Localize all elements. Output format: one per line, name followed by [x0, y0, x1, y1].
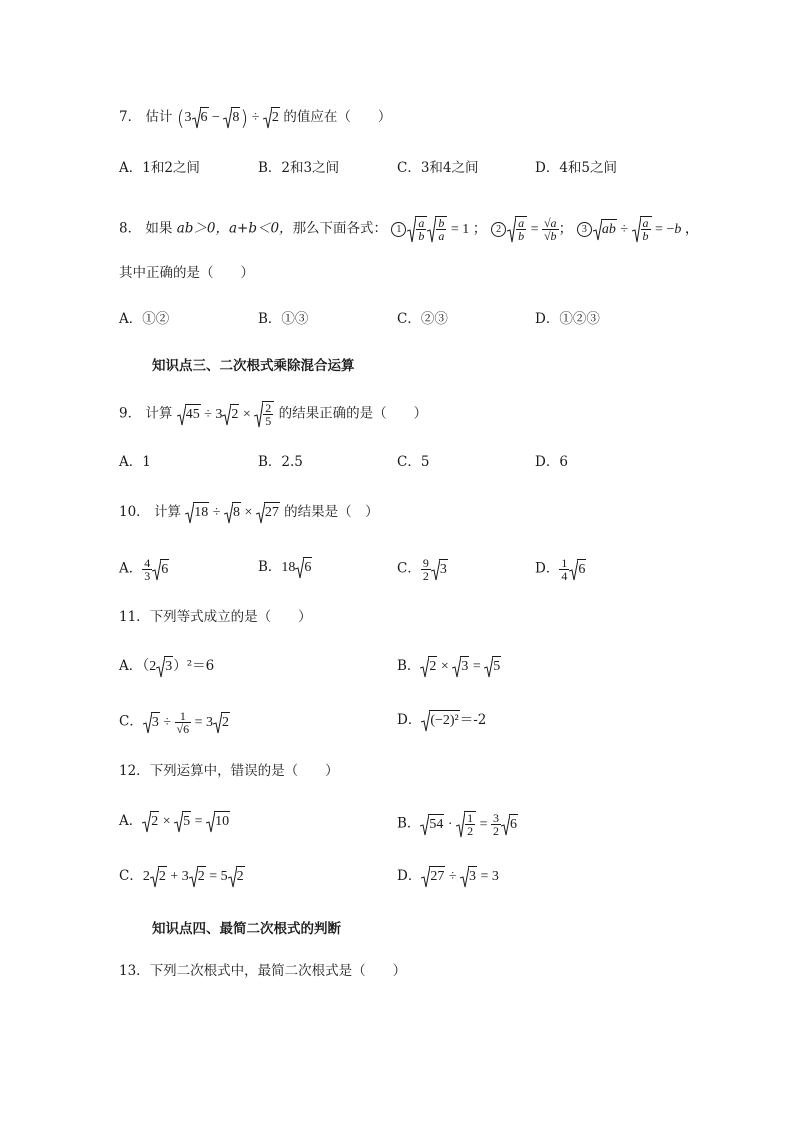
option-label: C．	[397, 560, 421, 577]
q11-option-a[interactable]: A．（2 3）²＝6	[119, 656, 214, 678]
q11-option-c[interactable]: C． 3 ÷ $\frac{1}{√6}$ = 3 2	[119, 709, 230, 736]
question-text-suffix: 的结果是（ ）	[284, 504, 379, 521]
math-expression: 18 ÷ 8 × 27	[185, 505, 280, 520]
expression-2: 2 $\frac{a}{b}$ = $\frac{√a}{√b}$ ；	[491, 222, 573, 237]
q7-option-c[interactable]: C．3和4之间	[397, 160, 479, 176]
question-number: 7．	[119, 109, 142, 126]
question-10	[119, 502, 379, 524]
q11-option-d[interactable]: D． (−2)²＝-2	[397, 710, 486, 732]
question-13	[119, 961, 406, 981]
question-9	[119, 401, 427, 428]
q7-option-a[interactable]: A．1和2之间	[119, 160, 200, 176]
q11-option-b[interactable]: B． 2 × 3 = 5	[397, 656, 501, 678]
q9-option-c[interactable]: C．5	[397, 454, 430, 470]
question-12	[119, 761, 339, 781]
expression-1: 1 $\frac{a}{b}$ $\frac{b}{a}$ = 1 ；	[391, 222, 486, 237]
question-text-mid: 那么下面各式：	[292, 220, 388, 237]
question-text: 计算	[145, 405, 173, 422]
q8-option-d[interactable]: D．①②③	[535, 311, 600, 327]
option-label: D．	[397, 868, 422, 885]
option-label: B．	[258, 559, 282, 576]
sqrt-2: 2	[263, 107, 280, 129]
question-text: 估计	[145, 109, 173, 126]
option-label: C．	[119, 868, 143, 885]
q10-option-a[interactable]: A． $\frac{4}{3}$ 6	[119, 556, 169, 583]
q12-option-c[interactable]: C．2 2 + 3 2 = 5 2	[119, 866, 245, 888]
q7-option-d[interactable]: D．4和5之间	[535, 160, 618, 176]
q9-option-a[interactable]: A．1	[119, 454, 151, 470]
question-text-suffix: 的结果正确的是（ ）	[278, 405, 428, 422]
question-number: 13．	[119, 963, 150, 979]
section-heading-4: 知识点四、最简二次根式的判断	[152, 921, 341, 937]
question-text: 计算	[153, 504, 181, 521]
question-text: 下列等式成立的是（ ）	[149, 609, 312, 625]
math-expression: (3 6 − 8) ÷ 2	[176, 106, 279, 130]
option-d-tail: ＝-2	[459, 712, 487, 729]
q10-option-c[interactable]: C． $\frac{9}{2}$ 3	[397, 556, 447, 583]
q12-option-d[interactable]: D． 27 ÷ 3 = 3	[397, 866, 499, 888]
expression-3: 3 ab ÷ $\frac{a}{b}$ = −b ，	[577, 222, 699, 237]
q9-option-b[interactable]: B．2.5	[258, 454, 303, 470]
question-number: 11．	[119, 609, 150, 625]
q8-option-a[interactable]: A．①②	[119, 311, 170, 327]
option-label: C．	[119, 713, 143, 730]
question-number: 12．	[119, 763, 150, 779]
question-text: 下列运算中，错误的是（ ）	[149, 763, 339, 779]
condition-2: a+b＜0，	[228, 220, 293, 237]
question-number: 8．	[119, 220, 142, 237]
sqrt-8: 8	[223, 107, 240, 129]
option-label: A．	[119, 658, 143, 675]
option-label: B．	[397, 815, 421, 832]
option-label: D．	[535, 560, 560, 577]
question-11	[119, 607, 312, 627]
question-text: 下列二次根式中，最简二次根式是（ ）	[149, 963, 407, 979]
question-text: 如果	[145, 220, 173, 237]
condition-1: ab＞0，	[176, 220, 229, 237]
q8-option-b[interactable]: B．①③	[258, 311, 309, 327]
question-8	[119, 216, 699, 243]
question-text-suffix: 的值应在（ ）	[283, 109, 392, 126]
option-a-tail: ）²＝6	[173, 658, 215, 675]
q12-option-a[interactable]: A． 2 × 5 = 10	[119, 811, 230, 833]
section-heading-3: 知识点三、二次根式乘除混合运算	[152, 358, 355, 374]
option-label: A．	[119, 560, 143, 577]
q10-option-b[interactable]: B．18 6	[258, 557, 312, 579]
option-label: B．	[397, 658, 421, 675]
sqrt-6: 6	[192, 107, 209, 129]
question-number: 9．	[119, 405, 142, 422]
q8-prompt: 其中正确的是（ ）	[119, 265, 254, 281]
question-7	[119, 107, 391, 129]
q7-option-b[interactable]: B．2和3之间	[258, 160, 340, 176]
math-expression: 45 ÷ 3 2 × $\frac{2}{5}$	[177, 407, 275, 422]
q12-option-b[interactable]: B． 54 · $\frac{1}{2}$ = $\frac{3}{2}$ 6	[397, 811, 517, 838]
option-label: A．	[119, 813, 143, 830]
q10-option-d[interactable]: D． $\frac{1}{4}$ 6	[535, 556, 586, 583]
option-label: D．	[397, 712, 422, 729]
q9-option-d[interactable]: D．6	[535, 454, 568, 470]
question-number: 10．	[119, 504, 150, 521]
q8-option-c[interactable]: C．②③	[397, 311, 448, 327]
